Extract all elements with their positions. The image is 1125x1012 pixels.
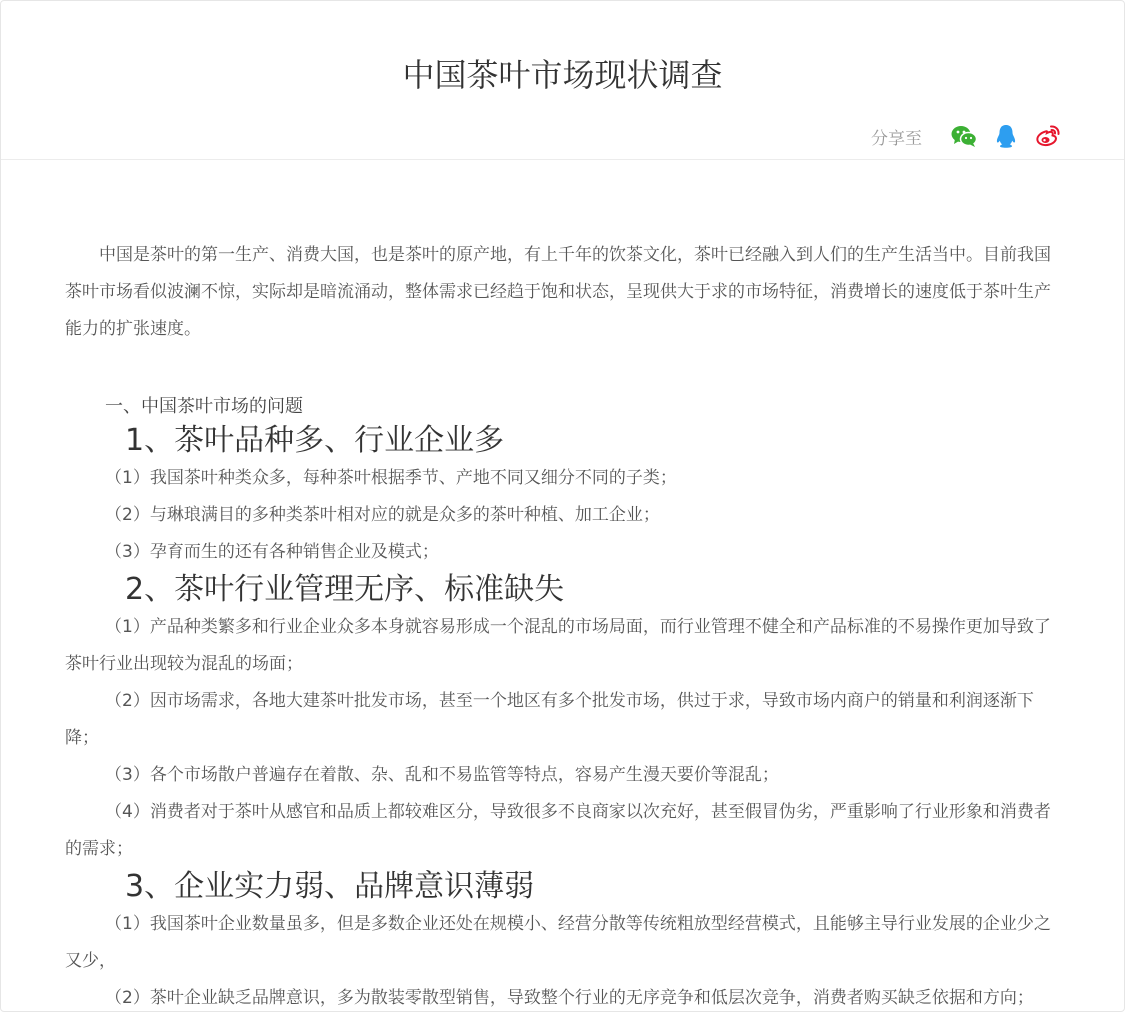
article-header — [1, 1, 1124, 160]
list-item: （2）与琳琅满目的多种类茶叶相对应的就是众多的茶叶种植、加工企业； — [105, 505, 660, 525]
share-label: 分享至 — [871, 128, 922, 149]
qq-icon[interactable] — [992, 122, 1020, 150]
share-bar — [871, 121, 1062, 151]
sub-heading: 1、茶叶品种多、行业企业多 — [125, 423, 505, 458]
list-item: （2）因市场需求，各地大建茶叶批发市场，甚至一个地区有多个批发市场，供过于求，导致市场内商户的销量和利润逐渐下降； — [65, 691, 1034, 748]
intro-paragraph: 中国是茶叶的第一生产、消费大国，也是茶叶的原产地，有上千年的饮茶文化，茶叶已经融入到人们的生产生活当中。目前我国茶叶市场看似波澜不惊，实际却是暗流涌动，整体需求已经趋于饱和状态，呈现供大于求的市场特征，消费增长的速度低于茶叶生产能力的扩张速度。 — [65, 245, 1051, 339]
section-title: 一、中国茶叶市场的问题 — [105, 396, 303, 417]
page-title: 中国茶叶市场现状调查 — [402, 56, 723, 94]
list-item: （2）茶叶企业缺乏品牌意识，多为散装零散型销售，导致整个行业的无序竞争和低层次竞争，消费者购买缺乏依据和方向； — [105, 988, 1034, 1008]
list-item: （1）我国茶叶企业数量虽多，但是多数企业还处在规模小、经营分散等传统粗放型经营模式，且能够主导行业发展的企业少之又少， — [65, 914, 1051, 971]
article-body — [65, 237, 1065, 1012]
sub-heading: 3、企业实力弱、品牌意识薄弱 — [125, 869, 535, 904]
weibo-icon[interactable] — [1034, 122, 1062, 150]
list-item: （4）消费者对于茶叶从感官和品质上都较难区分，导致很多不良商家以次充好，甚至假冒伪劣，严重影响了行业形象和消费者的需求； — [65, 802, 1051, 859]
list-item: （1）我国茶叶种类众多，每种茶叶根据季节、产地不同又细分不同的子类； — [105, 468, 677, 488]
sub-heading: 2、茶叶行业管理无序、标准缺失 — [125, 572, 565, 607]
list-item: （3）各个市场散户普遍存在着散、杂、乱和不易监管等特点，容易产生漫天要价等混乱； — [105, 765, 779, 785]
wechat-icon[interactable] — [950, 122, 978, 150]
list-item: （1）产品种类繁多和行业企业众多本身就容易形成一个混乱的市场局面，而行业管理不健全和产品标准的不易操作更加导致了茶叶行业出现较为混乱的场面； — [65, 617, 1051, 674]
list-item: （3）孕育而生的还有各种销售企业及模式； — [105, 542, 439, 562]
